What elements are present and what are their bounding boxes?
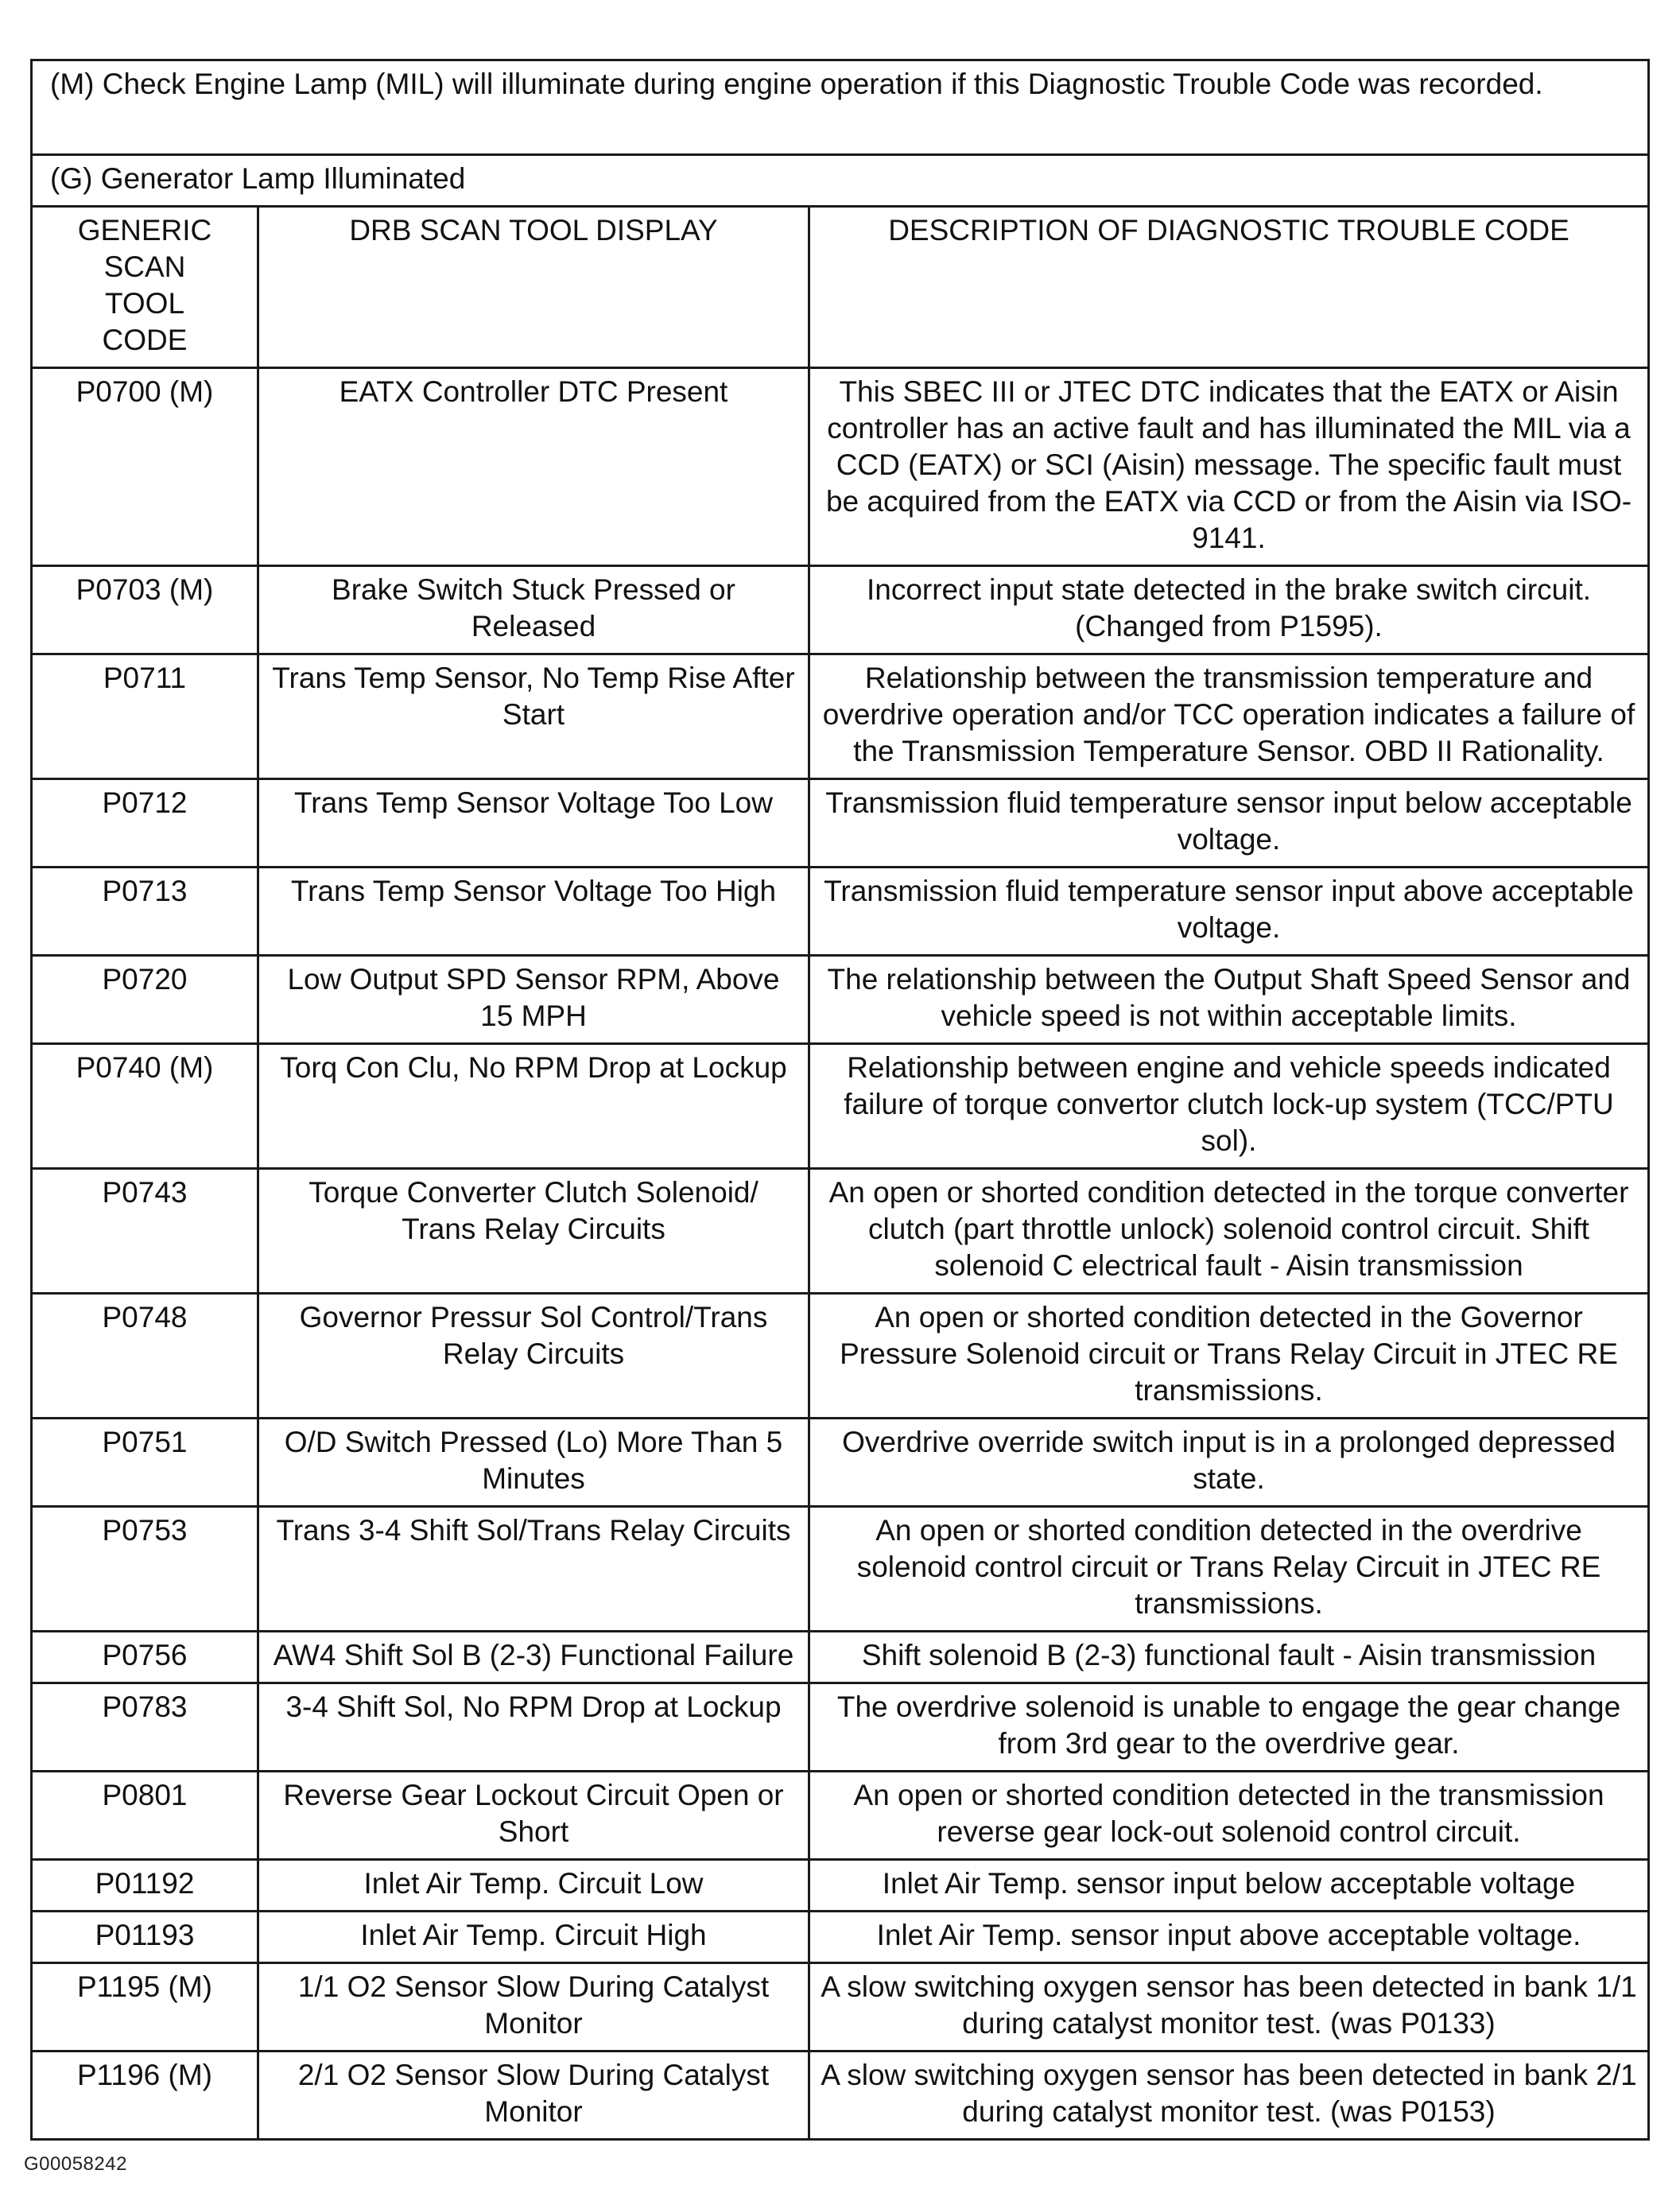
dtc-code-cell: P1195 (M) [32,1963,258,2052]
dtc-code-cell: P0751 [32,1419,258,1507]
drb-display-cell: EATX Controller DTC Present [258,368,809,566]
description-cell: Inlet Air Temp. sensor input below acceptable voltage [809,1860,1649,1912]
header-generic-code: GENERIC SCAN TOOL CODE [32,207,258,368]
table-row [32,1507,1649,1632]
description-cell: Transmission fluid temperature sensor input above acceptable voltage. [809,868,1649,956]
note-row-mil [32,60,1649,155]
table-row [32,1683,1649,1772]
drb-display-cell: Torq Con Clu, No RPM Drop at Lockup [258,1044,809,1169]
table-row [32,1772,1649,1860]
table-row [32,1912,1649,1963]
description-cell: A slow switching oxygen sensor has been detected in bank 1/1 during catalyst monitor test. (was P0133) [809,1963,1649,2052]
table-row [32,868,1649,956]
generator-note: (G) Generator Lamp Illuminated [32,155,1649,207]
description-cell: The relationship between the Output Shaft Speed Sensor and vehicle speed is not within acceptable limits. [809,956,1649,1044]
drb-display-cell: O/D Switch Pressed (Lo) More Than 5 Minutes [258,1419,809,1507]
table-row [32,1860,1649,1912]
table-row [32,1419,1649,1507]
dtc-code-cell: P0783 [32,1683,258,1772]
dtc-code-cell: P0711 [32,654,258,779]
dtc-code-cell: P0703 (M) [32,566,258,654]
drb-display-cell: AW4 Shift Sol B (2-3) Functional Failure [258,1632,809,1683]
dtc-code-cell: P0748 [32,1294,258,1419]
dtc-table [30,59,1650,2141]
header-row [32,207,1649,368]
table-row [32,1632,1649,1683]
drb-display-cell: Trans 3-4 Shift Sol/Trans Relay Circuits [258,1507,809,1632]
table-row [32,654,1649,779]
table-row [32,566,1649,654]
drb-display-cell: Torque Converter Clutch Solenoid/ Trans Relay Circuits [258,1169,809,1294]
description-cell: Incorrect input state detected in the brake switch circuit. (Changed from P1595). [809,566,1649,654]
dtc-code-cell: P01192 [32,1860,258,1912]
table-row [32,1294,1649,1419]
note-row-generator [32,155,1649,207]
description-cell: Shift solenoid B (2-3) functional fault - Aisin transmission [809,1632,1649,1683]
drb-display-cell: Low Output SPD Sensor RPM, Above 15 MPH [258,956,809,1044]
dtc-code-cell: P0720 [32,956,258,1044]
description-cell: The overdrive solenoid is unable to engage the gear change from 3rd gear to the overdrive gear. [809,1683,1649,1772]
description-cell: An open or shorted condition detected in the Governor Pressure Solenoid circuit or Trans Relay Circuit in JTEC RE transmissions. [809,1294,1649,1419]
table-row [32,368,1649,566]
table-row [32,1169,1649,1294]
drb-display-cell: Trans Temp Sensor, No Temp Rise After Start [258,654,809,779]
dtc-code-cell: P0713 [32,868,258,956]
description-cell: An open or shorted condition detected in the torque converter clutch (part throttle unlock) solenoid control circuit. Shift solenoid C electrical fault - Aisin transmission [809,1169,1649,1294]
description-cell: This SBEC III or JTEC DTC indicates that the EATX or Aisin controller has an active fault and has illuminated the MIL via a CCD (EATX) or SCI (Aisin) message. The specific fault must be acquired from the EATX via CCD or from the Aisin via ISO-9141. [809,368,1649,566]
drb-display-cell: Inlet Air Temp. Circuit Low [258,1860,809,1912]
dtc-code-cell: P0753 [32,1507,258,1632]
table-row [32,2052,1649,2140]
table-row [32,779,1649,868]
drb-display-cell: Governor Pressur Sol Control/Trans Relay Circuits [258,1294,809,1419]
dtc-code-cell: P1196 (M) [32,2052,258,2140]
drb-display-cell: Reverse Gear Lockout Circuit Open or Short [258,1772,809,1860]
description-cell: Overdrive override switch input is in a prolonged depressed state. [809,1419,1649,1507]
dtc-code-cell: P0740 (M) [32,1044,258,1169]
table-row [32,956,1649,1044]
dtc-code-cell: P0700 (M) [32,368,258,566]
description-cell: A slow switching oxygen sensor has been detected in bank 2/1 during catalyst monitor test. (was P0153) [809,2052,1649,2140]
description-cell: Relationship between the transmission temperature and overdrive operation and/or TCC operation indicates a failure of the Transmission Temperature Sensor. OBD II Rationality. [809,654,1649,779]
description-cell: Transmission fluid temperature sensor input below acceptable voltage. [809,779,1649,868]
description-cell: An open or shorted condition detected in the transmission reverse gear lock-out solenoid control circuit. [809,1772,1649,1860]
drb-display-cell: Brake Switch Stuck Pressed or Released [258,566,809,654]
drb-display-cell: 2/1 O2 Sensor Slow During Catalyst Monitor [258,2052,809,2140]
figure-id: G00058242 [24,2153,127,2175]
description-cell: An open or shorted condition detected in the overdrive solenoid control circuit or Trans Relay Circuit in JTEC RE transmissions. [809,1507,1649,1632]
description-cell: Relationship between engine and vehicle speeds indicated failure of torque convertor clutch lock-up system (TCC/PTU sol). [809,1044,1649,1169]
description-cell: Inlet Air Temp. sensor input above acceptable voltage. [809,1912,1649,1963]
dtc-code-cell: P0743 [32,1169,258,1294]
mil-note: (M) Check Engine Lamp (MIL) will illuminate during engine operation if this Diagnostic Trouble Code was recorded. [32,60,1649,155]
dtc-code-cell: P0712 [32,779,258,868]
drb-display-cell: Inlet Air Temp. Circuit High [258,1912,809,1963]
header-description: DESCRIPTION OF DIAGNOSTIC TROUBLE CODE [809,207,1649,368]
drb-display-cell: 3-4 Shift Sol, No RPM Drop at Lockup [258,1683,809,1772]
dtc-document [30,59,1647,2141]
table-row [32,1963,1649,2052]
dtc-code-cell: P0756 [32,1632,258,1683]
drb-display-cell: 1/1 O2 Sensor Slow During Catalyst Monitor [258,1963,809,2052]
dtc-code-cell: P01193 [32,1912,258,1963]
drb-display-cell: Trans Temp Sensor Voltage Too High [258,868,809,956]
header-drb-display: DRB SCAN TOOL DISPLAY [258,207,809,368]
table-row [32,1044,1649,1169]
dtc-code-cell: P0801 [32,1772,258,1860]
drb-display-cell: Trans Temp Sensor Voltage Too Low [258,779,809,868]
